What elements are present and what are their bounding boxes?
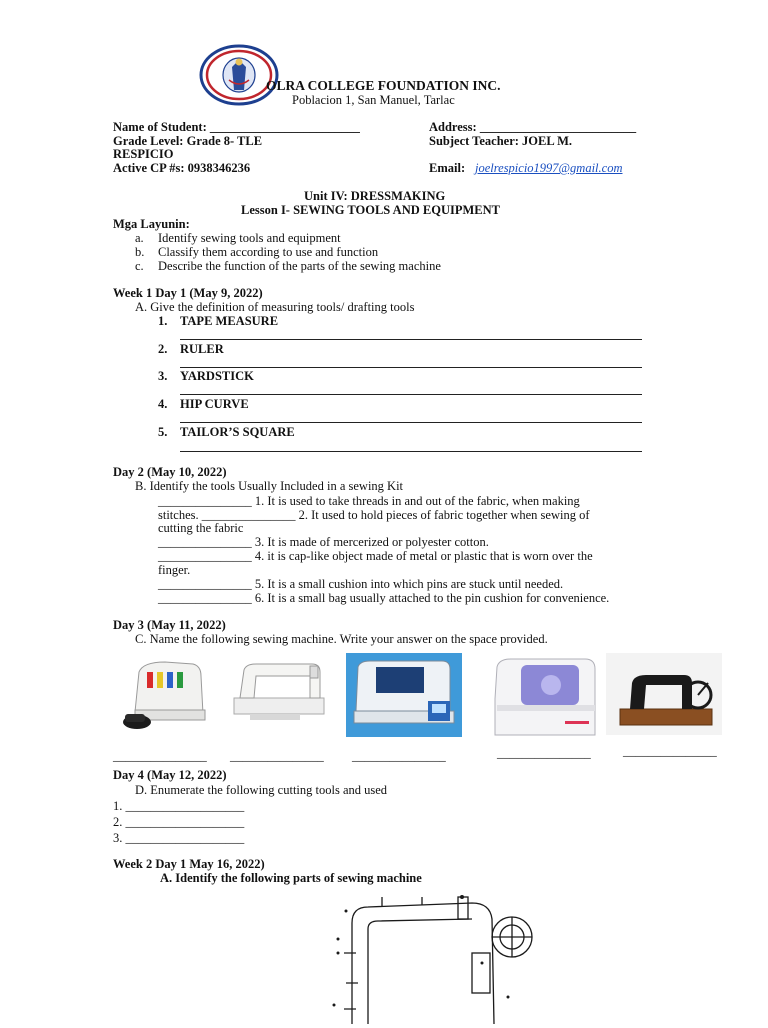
answer-line[interactable] [180, 367, 642, 368]
objectives-label: Mga Layunin: [113, 217, 190, 231]
lesson-title: Lesson I- SEWING TOOLS AND EQUIPMENT [241, 203, 500, 217]
sewing-kit-question: _______________ 5. It is a small cushion into which pins are stuck until needed. [158, 577, 564, 591]
portable-machine-image [489, 655, 599, 739]
sewing-kit-question: stitches. _______________ 2. It used to hold pieces of fabric together when sewing of [158, 508, 590, 522]
day4-instruction: D. Enumerate the following cutting tools and used [135, 783, 388, 797]
sewing-kit-question: _______________ 3. It is made of mercerized or polyester cotton. [158, 535, 489, 549]
measuring-tool-item: 1. TAPE MEASURE [158, 314, 279, 328]
cutting-tool-answer[interactable]: 1. ___________________ [113, 799, 245, 813]
school-logo [199, 44, 279, 106]
student-name-field: Name of Student: ________________________ [113, 120, 360, 134]
week1-heading: Week 1 Day 1 (May 9, 2022) [113, 286, 263, 300]
answer-line[interactable] [180, 422, 642, 423]
objective-item: a. Identify sewing tools and equipment [135, 231, 341, 245]
day2-instruction: B. Identify the tools Usually Included in a sewing Kit [135, 479, 404, 493]
address-field: Address: _________________________ [429, 120, 637, 134]
measuring-tool-item: 4. HIP CURVE [158, 397, 249, 411]
answer-line[interactable] [180, 339, 642, 340]
week2-instruction: A. Identify the following parts of sewing machine [160, 871, 422, 885]
day2-heading: Day 2 (May 10, 2022) [113, 465, 227, 479]
answer-line[interactable] [180, 451, 642, 452]
answer-blank[interactable]: _______________ [113, 749, 207, 763]
objective-item: b. Classify them according to use and function [135, 245, 379, 259]
sewing-kit-question: finger. [158, 563, 191, 577]
measuring-tool-item: 3. YARDSTICK [158, 369, 254, 383]
teacher-surname: RESPICIO [113, 147, 174, 161]
measuring-tool-item: 5. TAILOR’S SQUARE [158, 425, 295, 439]
answer-blank[interactable]: _______________ [230, 749, 324, 763]
unit-title: Unit IV: DRESSMAKING [304, 189, 446, 203]
organization-name: OLRA COLLEGE FOUNDATION INC. [266, 78, 501, 93]
answer-blank[interactable]: _______________ [497, 746, 591, 760]
sewing-machine-diagram [322, 893, 534, 1024]
sewing-kit-question: _______________ 1. It is used to take threads in and out of the fabric, when making [158, 494, 580, 508]
day3-heading: Day 3 (May 11, 2022) [113, 618, 226, 632]
day3-instruction: C. Name the following sewing machine. Write your answer on the space provided. [135, 632, 548, 646]
sewing-kit-question: _______________ 4. it is cap-like object made of metal or plastic that is worn over the [158, 549, 593, 563]
organization-address: Poblacion 1, San Manuel, Tarlac [292, 93, 455, 107]
objective-item: c. Describe the function of the parts of the sewing machine [135, 259, 441, 273]
antique-machine-image [606, 653, 722, 735]
day4-heading: Day 4 (May 12, 2022) [113, 768, 227, 782]
industrial-machine-image [230, 658, 328, 730]
answer-blank[interactable]: _______________ [352, 749, 446, 763]
email-label: Email: [429, 161, 466, 175]
contact-number: Active CP #s: 0938346236 [113, 161, 251, 175]
week2-heading: Week 2 Day 1 May 16, 2022) [113, 857, 265, 871]
sewing-kit-question: cutting the fabric [158, 521, 244, 535]
measuring-tool-item: 2. RULER [158, 342, 224, 356]
cutting-tool-answer[interactable]: 3. ___________________ [113, 831, 245, 845]
cutting-tool-answer[interactable]: 2. ___________________ [113, 815, 245, 829]
subject-teacher: Subject Teacher: JOEL M. [429, 134, 573, 148]
answer-line[interactable] [180, 394, 642, 395]
overlock-machine-image [113, 652, 213, 740]
grade-level: Grade Level: Grade 8- TLE [113, 134, 263, 148]
week1-instruction: A. Give the definition of measuring tools/ drafting tools [135, 300, 415, 314]
answer-blank[interactable]: _______________ [623, 744, 717, 758]
email-link[interactable]: joelrespicio1997@gmail.com [475, 161, 623, 175]
computerized-machine-image [346, 653, 462, 737]
sewing-kit-question: _______________ 6. It is a small bag usually attached to the pin cushion for convenience. [158, 591, 610, 605]
